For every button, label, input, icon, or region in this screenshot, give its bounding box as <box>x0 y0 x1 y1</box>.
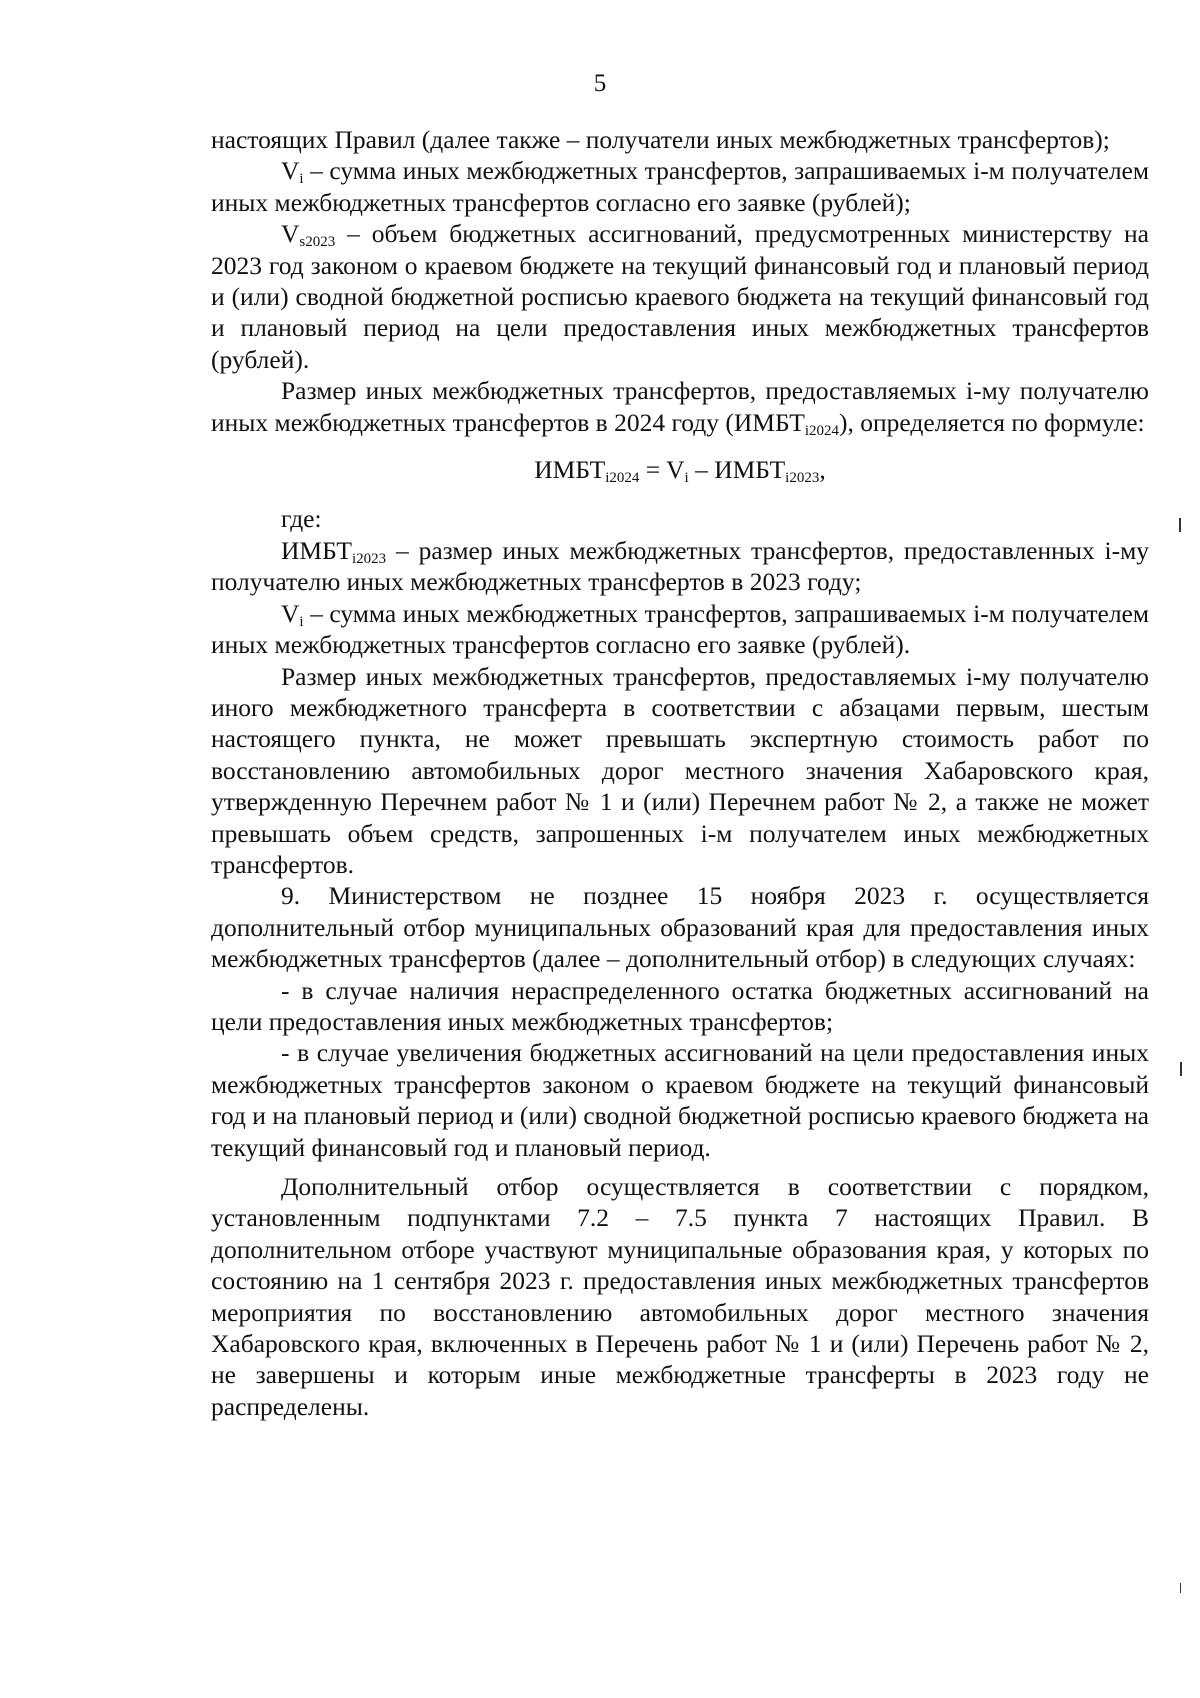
margin-mark-top <box>1179 518 1181 532</box>
formula-imbt-2024: $ИМБТ_{i2024} = V_i$ – $ИМБТ_{i2023}$, <box>534 455 826 487</box>
paragraph-size-limit: Размер иных межбюджетных трансфертов, предоставляемых i-му получателю иного межбюджетного трансферта в соответствии с абзацами первым, шестым настоящего пункта, не может превышать экспертную стоимость работ по восстановлению автомобильных дорог местного значения Хабаровского края, утвержденную Перечнем работ № 1 и (или) Перечнем работ № 2, а также не может превышать объем средств, запрошенных i-м получателем иных межбюджетных трансфертов. <box>211 661 1149 879</box>
paragraph-recipients-continued: настоящих Правил (далее также – получатели иных межбюджетных трансфертов); <box>211 125 1110 154</box>
document-body <box>211 124 1149 1422</box>
margin-mark-middle <box>1180 1062 1182 1076</box>
where-label: где: <box>281 504 322 534</box>
paragraph-size-2024: Размер иных межбюджетных трансфертов, предоставляемых i-му получателю иных межбюджетных трансфертов в 2024 году $(ИМБТ_{i2024})$, определяется по формуле: <box>211 376 1149 439</box>
definition-imbt-2023: $ИМБТ_{i2023}$ – размер иных межбюджетных трансфертов, предоставленных i-му получателю иных межбюджетных трансфертов в 2023 году; <box>211 535 1149 597</box>
paragraph-item-9: 9. Министерством не позднее 15 ноября 2023 г. осуществляется дополнительный отбор муниципальных образований края для предоставления иных межбюджетных трансфертов (далее – дополнительный отбор) в следующих случаях: <box>211 881 1149 974</box>
paragraph-additional-selection: Дополнительный отбор осуществляется в соответствии с порядком, установленным подпунктами 7.2 – 7.5 пункта 7 настоящих Правил. В дополнительном отборе участвуют муниципальные образования края, у которых по состоянию на 1 сентября 2023 г. предоставления иных межбюджетных трансфертов мероприятия по восстановлению автомобильных дорог местного значения Хабаровского края, включенных в Перечень работ № 1 и (или) Перечень работ № 2, не завершены и которым иные межбюджетные трансферты в 2023 году не распределены. <box>211 1172 1149 1421</box>
definition-vs2023: $V_{s2023}$ – объем бюджетных ассигнований, предусмотренных министерству на 2023 год законом о краевом бюджете на текущий финансовый год и плановый период и (или) сводной бюджетной росписью краевого бюджета на текущий финансовый год и плановый период на цели предоставления иных межбюджетных трансфертов (рублей). <box>211 219 1149 374</box>
list-item-unallocated: - в случае наличия нераспределенного остатка бюджетных ассигнований на цели предоставления иных межбюджетных трансфертов; <box>211 975 1149 1036</box>
list-item-increase: - в случае увеличения бюджетных ассигнований на цели предоставления иных межбюджетных трансфертов законом о краевом бюджете на текущий финансовый год и на плановый период и (или) сводной бюджетной росписью краевого бюджета на текущий финансовый год и плановый период. <box>211 1038 1149 1162</box>
definition-vi-repeat: $V_i$ – сумма иных межбюджетных трансфертов, запрашиваемых i-м получателем иных межбюджетных трансфертов согласно его заявке (рублей). <box>211 598 1149 660</box>
definition-vi: $V_i$ – сумма иных межбюджетных трансфертов, запрашиваемых i-м получателем иных межбюджетных трансфертов согласно его заявке (рублей); <box>211 156 1149 217</box>
page-number: 5 <box>593 70 607 97</box>
margin-mark-bottom <box>1180 1583 1181 1593</box>
